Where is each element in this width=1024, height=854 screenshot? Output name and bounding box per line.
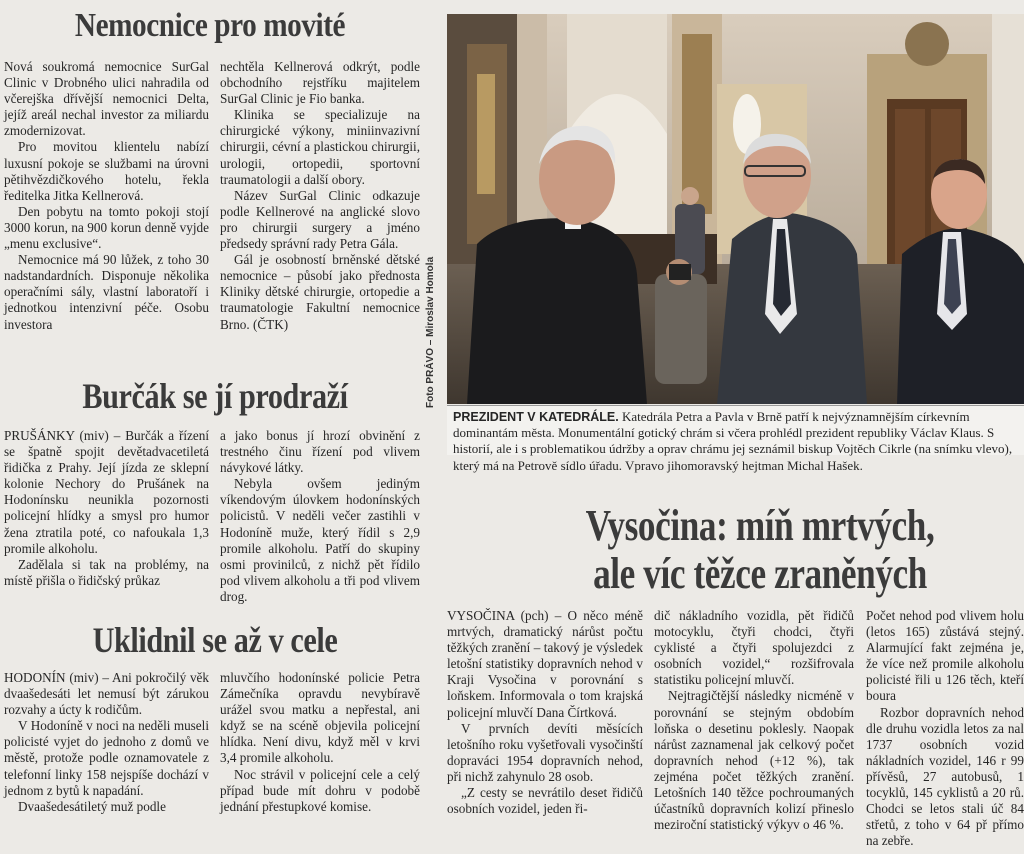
headline-burcak: Burčák se jí prodraží xyxy=(82,376,348,416)
headline-uklidnil: Uklidnil se až v cele xyxy=(92,620,338,660)
article-vysocina-col1 xyxy=(447,608,643,854)
paragraph: Název SurGal Clinic odkazuje podle Kellnerové na anglické slovo pro chirurgii surgery a jméno předsedy správní rady Petra Gála. xyxy=(220,187,420,252)
paragraph: HODONÍN (miv) – Ani pokročilý věk dvaašedesáti let nemusí být zárukou rozvahy a úcty k rodičům. xyxy=(4,670,209,718)
article-vysocina-col3 xyxy=(866,608,1024,854)
article-nemocnice-col1 xyxy=(4,59,209,359)
paragraph: dič nákladního vozidla, pět řidičů motocyklu, čtyři chodci, čtyři cyklisté a čtyři spolujezdci z osobních vozidel,“ rozšifrovala statistiku policejní mluvčí. xyxy=(654,608,854,688)
paragraph: Noc strávil v policejní cele a celý případ bude mít dohru v podobě jednání přestupkové komise. xyxy=(220,766,420,814)
paragraph: Zadělala si tak na problémy, na místě přišla o řidičský průkaz xyxy=(4,556,209,588)
paragraph: V Hodoníně v noci na neděli museli policisté vyjet do jednoho z domů ve městě, protože podle oznamovatele z telefonní linky 158 nejspíše dochází v jednom z bytů k napadání. xyxy=(4,718,209,798)
article-burcak-col1 xyxy=(4,428,209,608)
paragraph: Nemocnice má 90 lůžek, z toho 30 nadstandardních. Disponuje několika operačními sály, vlastní laboratoří i jednotkou intenzivní péče. Osobu investora xyxy=(4,252,209,332)
caption-text: Katedrála Petra a Pavla v Brně patří k nejvýznamnějším církevním dominantám města. Monumentální gotický chrám si včera prohlédl prezident republiky Václav Klaus. S historií, ale i s problematikou údržby a oprav chrámu jej seznámil biskup Vojtěch Cikrle (na snímku vlevo), který má na Petrově sídlo úřadu. Vpravo jihomoravský hejtman Michal Hašek. xyxy=(453,409,1013,473)
paragraph: nechtěla Kellnerová odkrýt, podle obchodního rejstříku majitelem SurGal Clinic je Fio banka. xyxy=(220,59,420,107)
photo-credit: Foto PRÁVO – Miroslav Homola xyxy=(425,256,436,408)
article-nemocnice-col2 xyxy=(220,59,420,359)
caption-title: PREZIDENT V KATEDRÁLE. xyxy=(453,410,619,424)
photo-cathedral xyxy=(447,14,1024,404)
photo-caption xyxy=(447,405,1024,473)
paragraph: V prvních devíti měsících letošního roku vyšetřovali vysočinští dopraváci 1954 dopravních nehod, při nichž zahynulo 28 osob. xyxy=(447,720,643,784)
article-burcak-col2 xyxy=(220,428,420,608)
paragraph: Nová soukromá nemocnice SurGal Clinic v Drobného ulici nahradila od včerejška dřívější nemocnici Delta, jejíž areál nechal investor za miliardu zmodernizovat. xyxy=(4,59,209,139)
headline-vysocina-line1: Vysočina: míň mrtvých, xyxy=(585,501,935,550)
paragraph: Počet nehod pod vlivem holu (letos 165) zůstává stejný. Alarmující fakt zejména je, že více než promile alkoholu policisté řili u 126 těch, kteří boura xyxy=(866,608,1024,704)
headline-vysocina-line2: ale víc těžce zraněných xyxy=(593,549,927,598)
paragraph: „Z cesty se nevrátilo deset řidičů osobních vozidel, jeden ři- xyxy=(447,785,643,817)
paragraph: Dvaašedesátiletý muž podle xyxy=(18,798,166,814)
paragraph: Rozbor dopravních nehod dle druhu vozidla letos za nal 1737 osobních vozid nákladních vozidel, 146 r 99 přívěsů, 27 autobusů, 1 tocyklů, 145 cyklistů a 20 rů. Chodci se letos stali úč 84 střetů, z toho v 64 př přímo na zebře. xyxy=(866,704,1024,849)
headline-nemocnice: Nemocnice pro movité xyxy=(74,7,346,44)
article-vysocina-col2 xyxy=(654,608,854,854)
paragraph: Klinika se specializuje na chirurgické výkony, miniinvazivní chirurgii, cévní a plastickou chirurgii, urologii, ortopedii, sportovní traumatologii a další obory. xyxy=(220,107,420,187)
article-uklidnil-col2 xyxy=(220,670,420,854)
paragraph: Nejtragičtější následky nicméně v porovnání se stejným obdobím loňska o desetinu poklesly. Naopak nárůst zaznamenal jak celkový počet dopravních nehod (+12 %), tak zejména počet těžkých zranění. Letošních 140 těžce pochroumaných účastníků dopravních kolizí přineslo meziroční statistický výkyv o 46 %. xyxy=(654,688,854,833)
paragraph: PRUŠÁNKY (miv) – Burčák a řízení se špatně spojit devětadvacetiletá řidička z Prahy. Její jízda ze sklepní kolonie Nechory do Prušánek na Hodonínsku neunikla pozornosti policejní hlídky a smysl pro humor žena ztratila poté, co nafoukala 1,3 promile alkoholu. xyxy=(4,428,209,556)
paragraph: VYSOČINA (pch) – O něco méně mrtvých, dramatický nárůst počtu těžkých zranění – takový je výsledek letošní statistiky dopravních nehod v Kraji Vysočina v porovnání s loňskem. Informovala o tom krajská policejní mluvčí Dana Čírtková. xyxy=(447,608,643,720)
paragraph: a jako bonus jí hrozí obvinění z trestného činu řízení pod vlivem návykové látky. xyxy=(220,428,420,476)
paragraph: Den pobytu na tomto pokoji stojí 3000 korun, na 900 korun denně vyjde „menu exclusive“. xyxy=(4,203,209,252)
paragraph: Pro movitou klientelu nabízí luxusní pokoje se službami na úrovni pětihvězdičkového hotelu, řekla ředitelka Jitka Kellnerová. xyxy=(4,139,209,203)
paragraph: mluvčího hodonínské policie Petra Zámečníka opravdu nevybíravě urážel svou matku a nepřestal, ani když se na scéně objevila policejní hlídka. Není divu, když měl v krvi 3,4 promile alkoholu. xyxy=(220,670,420,766)
paragraph: Nebyla ovšem jediným víkendovým úlovkem hodonínských policistů. V neděli večer zastihli v Hodoníně muže, který řídil s 2,9 promile alkoholu. Patří do skupiny osmi provinilců, z nichž pět řídilo pod vlivem alkoholu a tři pod vlivem drog. xyxy=(220,476,420,604)
article-uklidnil-col1 xyxy=(4,670,209,854)
paragraph: Gál je osobností brněnské dětské nemocnice – působí jako přednosta Kliniky dětské chirurgie, ortopedie a traumatologie Fakultní nemocnice Brno. (ČTK) xyxy=(220,252,420,332)
cathedral-photo-illustration xyxy=(447,14,1024,404)
